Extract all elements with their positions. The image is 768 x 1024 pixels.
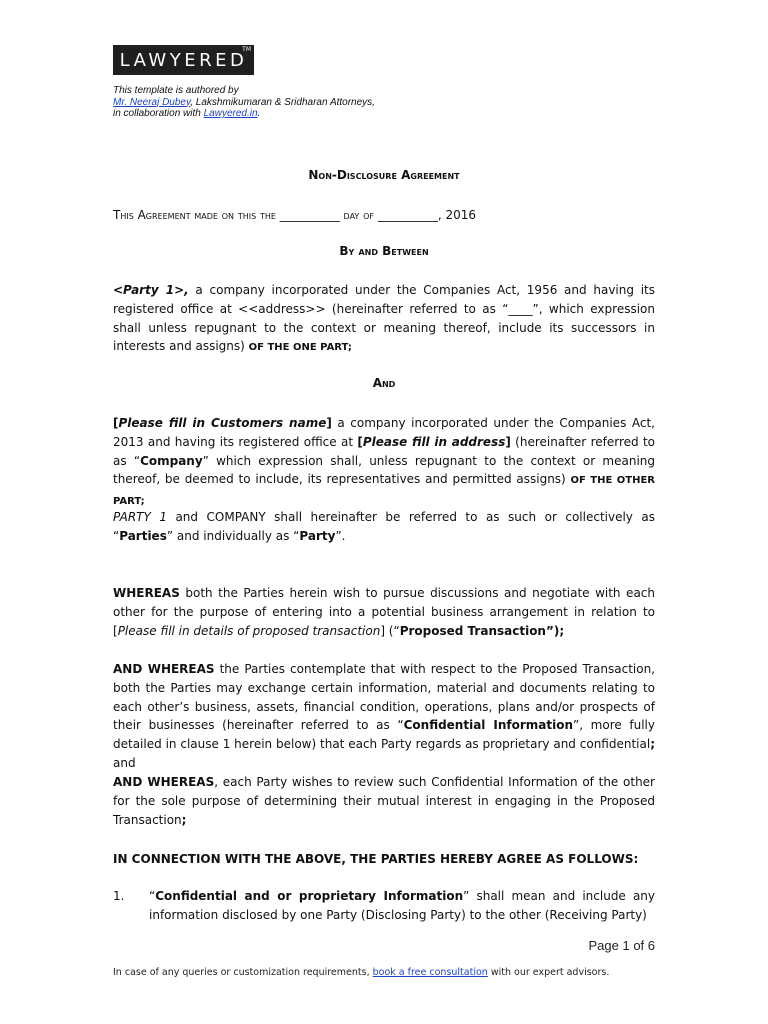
whereas-paragraph-2: AND WHEREAS the Parties contemplate that with respect to the Proposed Transaction, both the Parties may exchange certain information, material and documents relating to each other’s business, assets, financial condition, operations, plans and/or prospects of their businesses (hereinafter referred to as “Confidential Information”, more fully detailed in clause 1 herein below) that each Party regards as proprietary and confidential; and bbox=[113, 662, 655, 770]
author-line-2: Mr. Neeraj Dubey, Lakshmikumaran & Sridharan Attorneys, bbox=[113, 96, 375, 108]
footer-note: In case of any queries or customization requirements, book a free consultation with our expert advisors. bbox=[113, 967, 610, 978]
lawyered-logo bbox=[113, 45, 254, 75]
and-heading: And bbox=[372, 376, 396, 390]
whereas-paragraph-1: WHEREAS both the Parties herein wish to pursue discussions and negotiate with each other for the purpose of entering into a potential business arrangement in relation to [Please fill in details of proposed transaction] (“Proposed Transaction”); bbox=[113, 586, 655, 638]
book-consultation-link[interactable]: book a free consultation bbox=[372, 967, 488, 978]
by-and-between-heading: By and Between bbox=[339, 244, 429, 258]
author-note bbox=[113, 85, 375, 120]
clause-number: 1. bbox=[113, 889, 125, 903]
connection-heading: IN CONNECTION WITH THE ABOVE, THE PARTIES HEREBY AGREE AS FOLLOWS: bbox=[113, 852, 639, 866]
author-line-3: in collaboration with Lawyered.in. bbox=[113, 108, 261, 119]
document-title: Non-Disclosure Agreement bbox=[308, 168, 460, 182]
author-link[interactable]: Mr. Neeraj Dubey bbox=[113, 96, 191, 108]
page-number: Page 1 of 6 bbox=[588, 938, 655, 953]
clause-1 bbox=[113, 887, 655, 925]
party-2-paragraph: [Please fill in Customers name] a company incorporated under the Companies Act, 2013 and having its registered office at [Please fill in address] (hereinafter referred to as “Company” which expression shall, unless repugnant to the context or meaning thereof, be deemed to include, its representatives and permitted assigns) OF THE OTHER PART; bbox=[113, 416, 656, 508]
agreement-date-line: This Agreement made on this the __________ day of __________, 2016 bbox=[113, 208, 477, 222]
logo-text: LAWYERED bbox=[119, 49, 248, 71]
author-line-1: This template is authored by bbox=[113, 85, 239, 96]
whereas-paragraph-3: AND WHEREAS, each Party wishes to review such Confidential Information of the other for the sole purpose of determining their mutual interest in engaging in the Proposed Transaction; bbox=[113, 775, 655, 827]
lawyered-site-link[interactable]: Lawyered.in bbox=[203, 108, 258, 119]
clause-text: “Confidential and or proprietary Information” shall mean and include any information disclosed by one Party (Disclosing Party) to the other (Receiving Party) bbox=[149, 889, 656, 922]
parties-definition-paragraph: PARTY 1 and COMPANY shall hereinafter be referred to as such or collectively as “Parties” and individually as “Party”. bbox=[113, 510, 655, 543]
trademark-mark: TM bbox=[242, 46, 251, 53]
party-1-paragraph: <Party 1>, a company incorporated under the Companies Act, 1956 and having its registered office at <<address>> (hereinafter referred to as “____”, which expression shall unless repugnant to the context or meaning thereof, include its successors in interests and assigns) OF THE ONE PART; bbox=[113, 283, 655, 354]
